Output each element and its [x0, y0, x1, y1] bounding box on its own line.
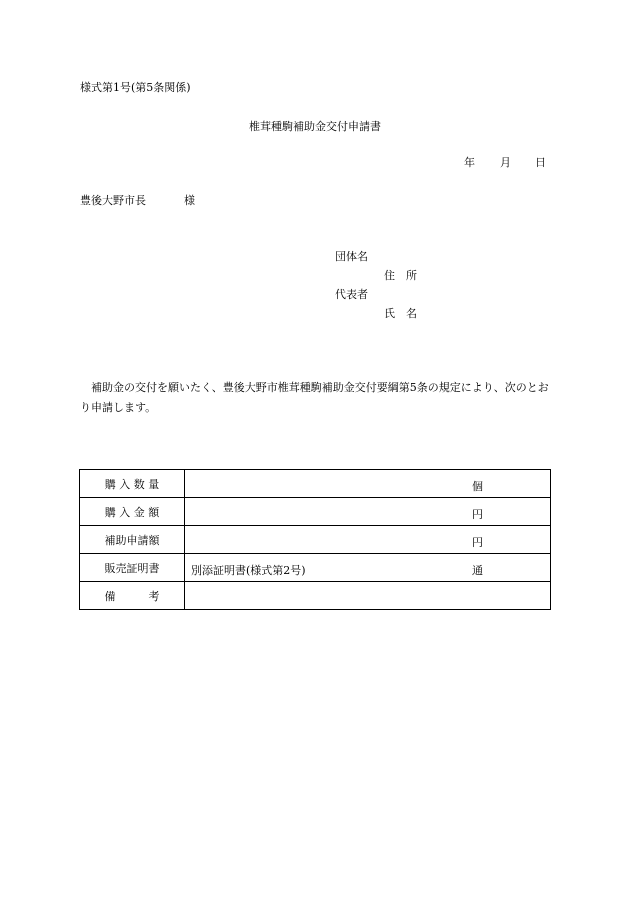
addressee-honorific: 様 — [184, 194, 195, 207]
row-value-cell[interactable] — [185, 554, 551, 582]
row-unit: 円 — [472, 536, 483, 549]
organization-label: 団体名 — [335, 250, 368, 263]
row-label: 販売証明書 — [80, 554, 185, 582]
application-table — [79, 469, 551, 610]
row-content: 別添証明書(様式第2号) — [191, 564, 306, 577]
table-row — [80, 526, 551, 554]
row-label: 購 入 数 量 — [80, 470, 185, 498]
date-month-label: 月 — [500, 156, 511, 169]
row-value-cell[interactable] — [185, 470, 551, 498]
row-label: 購 入 金 額 — [80, 498, 185, 526]
date-year-label: 年 — [464, 156, 475, 169]
address-label: 住 所 — [384, 269, 417, 282]
row-unit: 円 — [472, 508, 483, 521]
row-unit: 通 — [472, 564, 483, 577]
table-row — [80, 554, 551, 582]
body-paragraph: 補助金の交付を願いたく、豊後大野市椎茸種駒補助金交付要綱第5条の規定により、次のとおり申請します。 — [80, 381, 549, 414]
row-value-cell[interactable] — [185, 498, 551, 526]
row-label: 補助申請額 — [80, 526, 185, 554]
table-row — [80, 470, 551, 498]
form-number: 様式第1号(第5条関係) — [80, 81, 191, 94]
addressee-name: 豊後大野市長 — [80, 194, 146, 207]
name-label: 氏 名 — [384, 307, 417, 320]
date-day-label: 日 — [535, 156, 546, 169]
row-value-cell[interactable] — [185, 526, 551, 554]
table-row — [80, 582, 551, 610]
row-unit: 個 — [472, 480, 483, 493]
document-title: 椎茸種駒補助金交付申請書 — [249, 120, 381, 133]
row-label: 備 考 — [80, 582, 185, 610]
table-row — [80, 498, 551, 526]
representative-label: 代表者 — [335, 288, 368, 301]
row-value-cell[interactable] — [185, 582, 551, 610]
